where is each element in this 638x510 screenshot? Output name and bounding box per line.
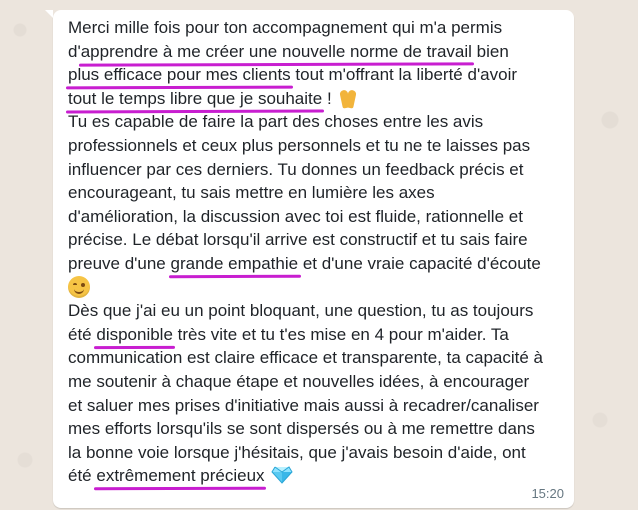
message-tail — [45, 10, 53, 18]
message-line — [68, 40, 564, 64]
message-line — [68, 181, 564, 205]
message-line — [68, 276, 564, 300]
message-line — [68, 441, 564, 465]
message-text: été — [68, 466, 97, 486]
message-line — [68, 323, 564, 347]
message-text: été — [68, 324, 97, 344]
message-text: influencer par ces derniers. Tu donnes un feedback précis et — [68, 159, 524, 179]
message-line — [68, 346, 564, 370]
highlighted-text: tout le temps libre que je souhaite — [68, 88, 323, 108]
message-text: précise. Le débat lorsqu'il arrive est constructif et tu sais faire — [68, 230, 528, 250]
message-line — [68, 228, 564, 252]
message-line — [68, 110, 564, 134]
highlighted-text: disponible — [96, 324, 173, 344]
message-text: Tu es capable de faire la part des choses entre les avis — [68, 112, 484, 132]
message-line — [68, 16, 564, 40]
message-line — [68, 134, 564, 158]
message-text: ! — [322, 88, 332, 108]
message-text: professionnels et ceux plus personnels et tu ne te laisses pas — [68, 135, 531, 155]
message-text: et saluer mes prises d'initiative mais aussi à recadrer/canaliser — [68, 395, 539, 415]
message-text: encourageant, tu sais mettre en lumière les axes — [68, 183, 435, 203]
message-text: Dès que j'ai eu un point bloquant, une question, tu as toujours — [68, 301, 534, 321]
message-line — [68, 394, 564, 418]
message-line — [68, 299, 564, 323]
message-line — [68, 252, 564, 276]
message-line — [68, 464, 564, 488]
message-text: mes efforts lorsqu'ils se sont dispersés ou à me remettre dans — [68, 419, 535, 439]
highlighted-text: apprendre à me créer une nouvelle norme de travail — [80, 41, 472, 61]
message-line — [68, 87, 564, 111]
message-line — [68, 417, 564, 441]
message-line — [68, 205, 564, 229]
message-text: et d'une vraie capacité d'écoute — [298, 253, 541, 273]
message-text: me soutenir à chaque étape et nouvelles idées, à encourager — [68, 371, 530, 391]
message-text: d' — [68, 41, 81, 61]
message-bubble — [53, 10, 574, 508]
message-line — [68, 158, 564, 182]
highlighted-text: grande empathie — [170, 253, 299, 273]
highlighted-text: extrêmement précieux — [96, 466, 265, 486]
message-text: preuve d'une — [68, 253, 171, 273]
smile-icon — [68, 276, 90, 298]
message-text: très vite et tu t'es mise en 4 pour m'aider. Ta — [172, 324, 509, 344]
message-line — [68, 63, 564, 87]
highlighted-text: plus efficace pour mes clients — [68, 65, 291, 85]
message-text: communication est claire efficace et transparente, ta capacité à — [68, 348, 543, 368]
message-time: 15:20 — [531, 486, 564, 501]
message-text: la bonne voie lorsque j'hésitais, que j'avais besoin d'aide, ont — [68, 442, 526, 462]
message-line — [68, 370, 564, 394]
message-text: bien — [471, 41, 509, 61]
gem-icon — [271, 466, 293, 484]
message-text: tout m'offrant la liberté d'avoir — [290, 65, 518, 85]
message-text: d'amélioration, la discussion avec toi est fluide, rationnelle et — [68, 206, 523, 226]
message-text: Merci mille fois pour ton accompagnement qui m'a permis — [68, 18, 503, 37]
pray-icon — [338, 88, 358, 108]
